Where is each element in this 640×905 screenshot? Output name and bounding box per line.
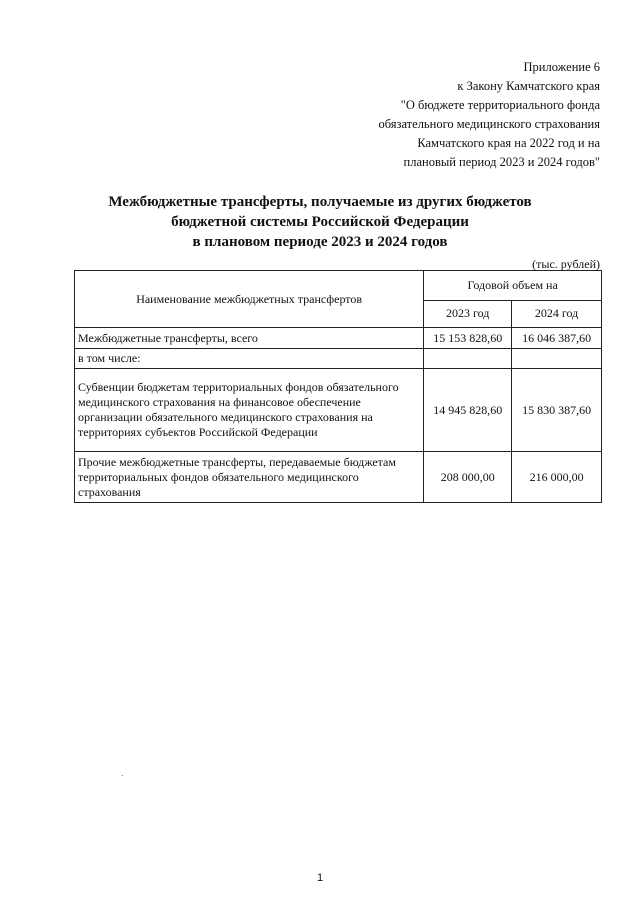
appendix-header — [300, 58, 600, 172]
scan-speck — [122, 775, 123, 776]
document-title — [40, 192, 600, 252]
document-title-line: в плановом периоде 2023 и 2024 годов — [192, 234, 448, 250]
row-2024-cell: 216 000,00 — [512, 452, 602, 503]
appendix-header-line: "О бюджете территориального фонда — [400, 98, 600, 112]
total-name-cell: Межбюджетные трансферты, всего — [75, 328, 424, 349]
row-2023-cell: 14 945 828,60 — [424, 369, 512, 452]
row-name-cell: Субвенции бюджетам территориальных фондов обязательного медицинского страхования на финансовое обеспечение организации обязательного медицинского страхования на территориях субъектов Российской Федерации — [75, 369, 424, 452]
table-row-including — [75, 349, 602, 369]
empty-cell — [512, 349, 602, 369]
page-number: 1 — [316, 872, 324, 884]
document-title-line: бюджетной системы Российской Федерации — [171, 214, 469, 230]
row-2023-cell: 208 000,00 — [424, 452, 512, 503]
column-header-annual-volume: Годовой объем на — [424, 271, 602, 301]
appendix-header-line: Приложение 6 — [523, 60, 600, 74]
table-header-row — [75, 271, 602, 301]
appendix-header-line: к Закону Камчатского края — [457, 79, 600, 93]
table-row-total — [75, 328, 602, 349]
column-header-2023: 2023 год — [424, 300, 512, 327]
column-header-name: Наименование межбюджетных трансфертов — [75, 271, 424, 328]
appendix-header-line: плановый период 2023 и 2024 годов" — [403, 155, 600, 169]
table-row — [75, 369, 602, 452]
appendix-header-line: обязательного медицинского страхования — [378, 117, 600, 131]
units-label: (тыс. рублей) — [532, 257, 600, 271]
table-row — [75, 452, 602, 503]
transfers-table — [74, 270, 602, 503]
empty-cell — [424, 349, 512, 369]
document-title-line: Межбюджетные трансферты, получаемые из других бюджетов — [108, 194, 532, 210]
total-2024-cell: 16 046 387,60 — [512, 328, 602, 349]
appendix-header-line: Камчатского края на 2022 год и на — [417, 136, 600, 150]
column-header-2024: 2024 год — [512, 300, 602, 327]
row-name-cell: Прочие межбюджетные трансферты, передаваемые бюджетам территориальных фондов обязательного медицинского страхования — [75, 452, 424, 503]
row-2024-cell: 15 830 387,60 — [512, 369, 602, 452]
including-label-cell: в том числе: — [75, 349, 424, 369]
total-2023-cell: 15 153 828,60 — [424, 328, 512, 349]
